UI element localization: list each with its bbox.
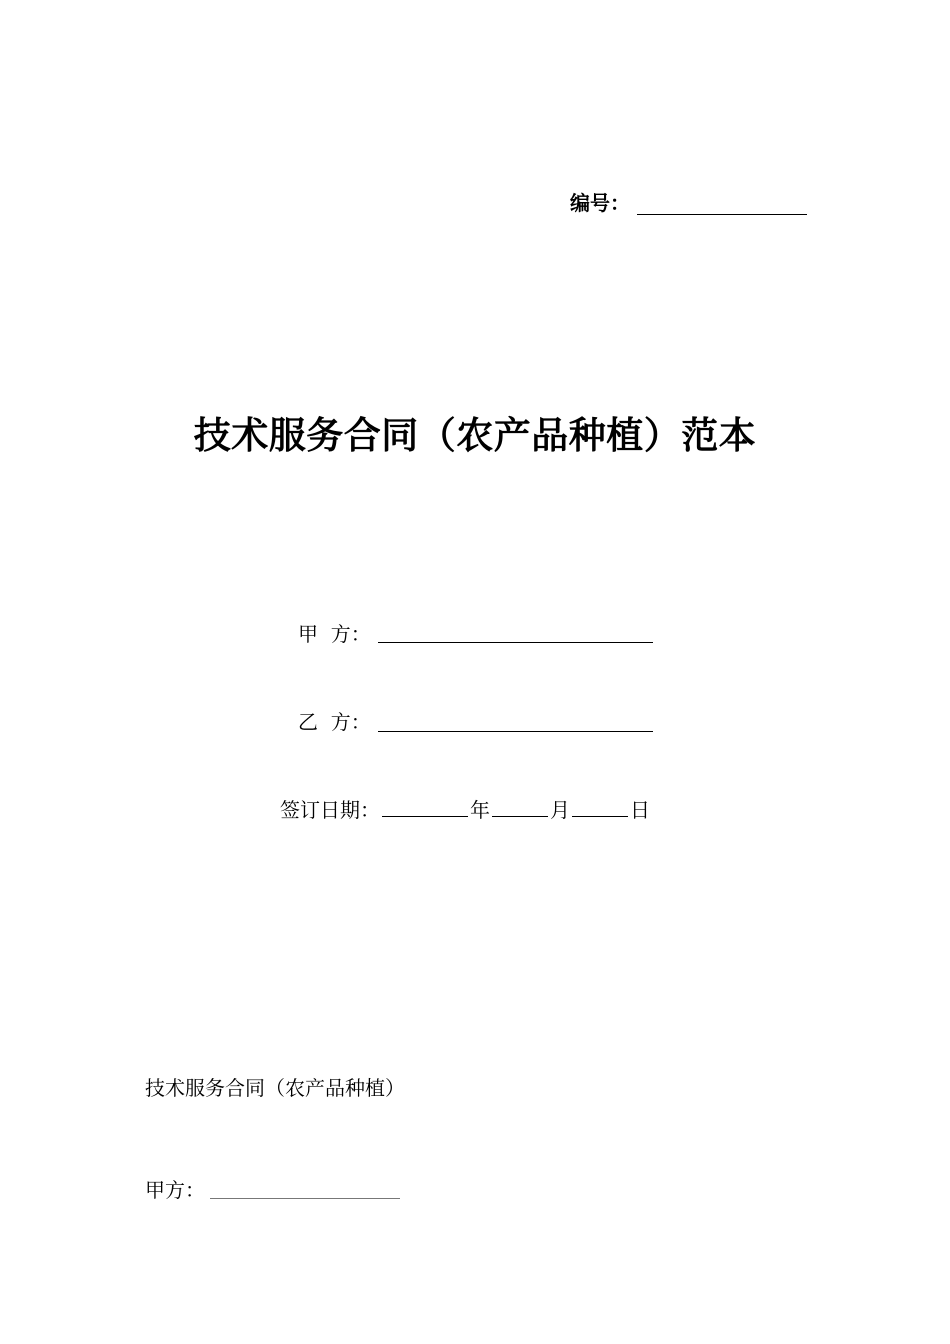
body-party-a-label: 甲方： (145, 1178, 205, 1202)
party-a-blank (378, 642, 653, 643)
day-blank (572, 796, 628, 817)
day-label: 日 (630, 798, 650, 822)
month-label: 月 (550, 798, 570, 822)
document-title: 技术服务合同（农产品种植）范本 (193, 414, 757, 457)
sign-date-label: 签订日期： (280, 798, 380, 822)
serial-number-label: 编号： (570, 191, 630, 215)
year-label: 年 (470, 798, 490, 822)
serial-number-blank (637, 214, 807, 215)
contract-body-title: 技术服务合同（农产品种植） (145, 1076, 405, 1100)
party-b-label: 乙 方： (298, 710, 371, 734)
body-party-a-blank (210, 1198, 400, 1199)
sign-date-row (280, 795, 650, 825)
year-blank (382, 796, 468, 817)
party-b-blank (378, 731, 653, 732)
month-blank (492, 796, 548, 817)
party-a-label: 甲 方： (298, 622, 371, 646)
